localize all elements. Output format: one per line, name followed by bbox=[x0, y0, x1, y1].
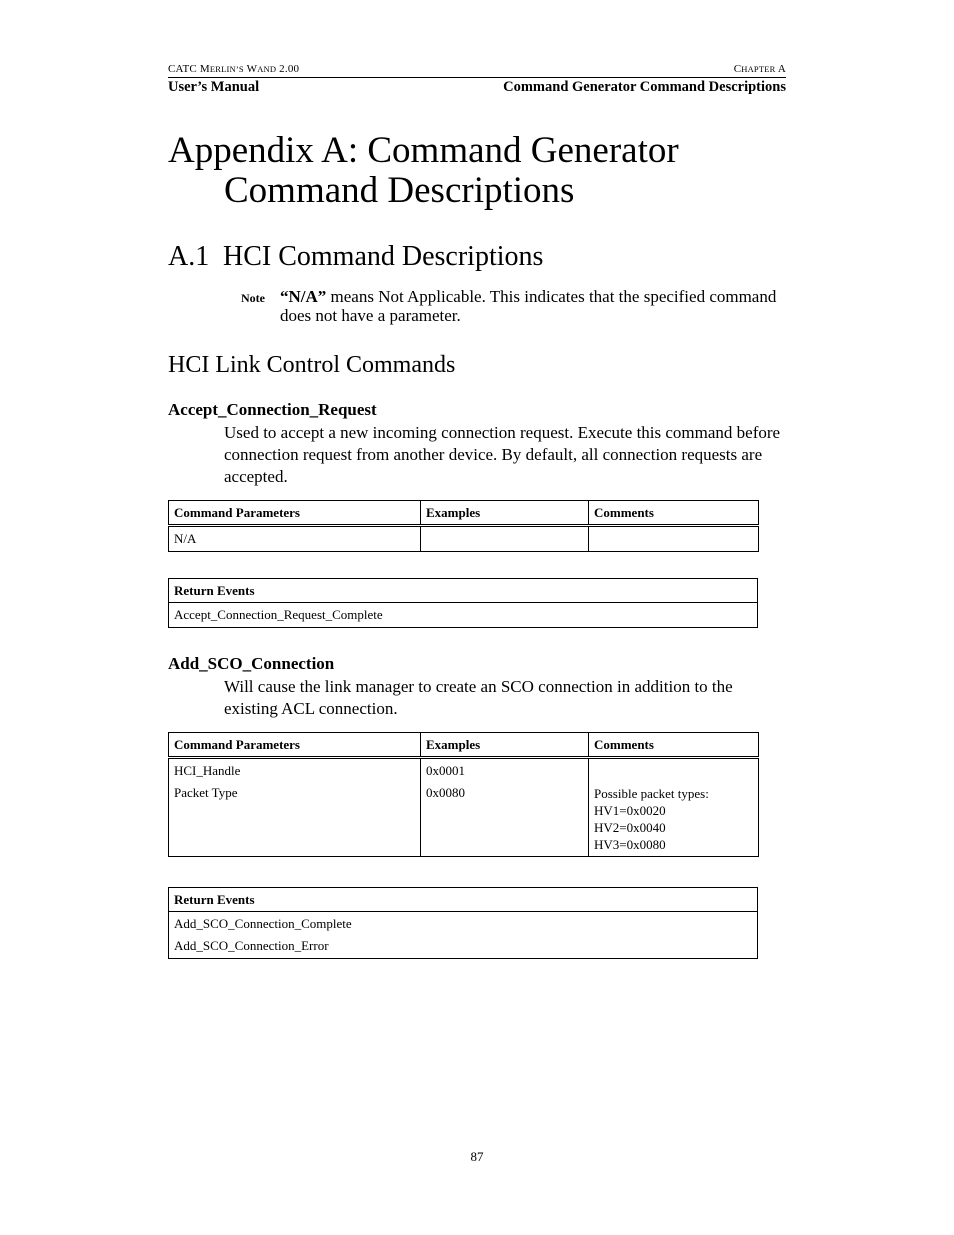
table-cell-event: Add_SCO_Connection_Error bbox=[169, 934, 758, 959]
table-cell-example: 0x0001 bbox=[421, 758, 589, 782]
table-row bbox=[169, 603, 758, 628]
section-title: HCI Command Descriptions bbox=[223, 241, 544, 272]
table-cell-event: Add_SCO_Connection_Complete bbox=[169, 912, 758, 935]
column-header: Examples bbox=[421, 733, 589, 758]
table-cell-event: Accept_Connection_Request_Complete bbox=[169, 603, 758, 628]
command-name: Accept_Connection_Request bbox=[168, 400, 377, 419]
comment-line: Possible packet types: bbox=[594, 786, 709, 801]
command-name: Add_SCO_Connection bbox=[168, 654, 335, 673]
table-cell-example: 0x0080 bbox=[421, 781, 589, 857]
note-bold-term: “N/A” bbox=[280, 287, 327, 306]
column-header: Comments bbox=[589, 501, 759, 526]
subsection-heading: HCI Link Control Commands bbox=[168, 352, 456, 378]
running-header-right: CHAPTER A bbox=[733, 63, 786, 75]
column-header: Command Parameters bbox=[169, 501, 421, 526]
comment-line: HV1=0x0020 bbox=[594, 803, 666, 818]
running-header-left: CATC MERLIN’S WAND 2.00 bbox=[168, 63, 300, 75]
table-header-row bbox=[169, 579, 758, 603]
section-number: A.1 bbox=[168, 241, 210, 272]
column-header: Examples bbox=[421, 501, 589, 526]
table-cell-comment bbox=[589, 526, 759, 552]
page-title bbox=[168, 131, 679, 211]
table-cell-comment bbox=[589, 758, 759, 782]
table-cell-comment bbox=[589, 781, 759, 857]
header-manual-title: User’s Manual bbox=[168, 79, 260, 95]
column-header: Command Parameters bbox=[169, 733, 421, 758]
command-description: Will cause the link manager to create an SCO connection in addition to the existing ACL connection. bbox=[224, 677, 733, 718]
comment-line: HV3=0x0080 bbox=[594, 837, 666, 852]
header-chapter-title: Command Generator Command Descriptions bbox=[503, 79, 786, 95]
table-cell-param: HCI_Handle bbox=[169, 758, 421, 782]
section-heading bbox=[168, 241, 543, 273]
parameters-table bbox=[168, 500, 759, 552]
return-events-table bbox=[168, 578, 758, 628]
table-header-row bbox=[169, 501, 759, 526]
note-text bbox=[280, 287, 780, 325]
comment-line: HV2=0x0040 bbox=[594, 820, 666, 835]
table-cell-param: Packet Type bbox=[169, 781, 421, 857]
table-header-row bbox=[169, 733, 759, 758]
column-header: Comments bbox=[589, 733, 759, 758]
page-title-line1: Appendix A: Command Generator bbox=[168, 130, 679, 171]
header-rule bbox=[168, 77, 786, 78]
table-cell-example bbox=[421, 526, 589, 552]
column-header: Return Events bbox=[169, 579, 758, 603]
page-number: 87 bbox=[470, 1149, 484, 1164]
parameters-table bbox=[168, 732, 759, 857]
table-row bbox=[169, 912, 758, 935]
table-cell-param: N/A bbox=[169, 526, 421, 552]
note-body: means Not Applicable. This indicates that the specified command does not have a parameter. bbox=[280, 287, 777, 325]
command-description: Used to accept a new incoming connection request. Execute this command before connection request from another device. By default, all connection requests are accepted. bbox=[224, 423, 781, 486]
table-row bbox=[169, 526, 759, 552]
note-label: Note bbox=[241, 291, 265, 305]
return-events-table bbox=[168, 887, 758, 959]
table-header-row bbox=[169, 888, 758, 912]
page-title-line2: Command Descriptions bbox=[224, 170, 575, 211]
table-row bbox=[169, 781, 759, 857]
table-row bbox=[169, 758, 759, 782]
table-row bbox=[169, 934, 758, 959]
column-header: Return Events bbox=[169, 888, 758, 912]
